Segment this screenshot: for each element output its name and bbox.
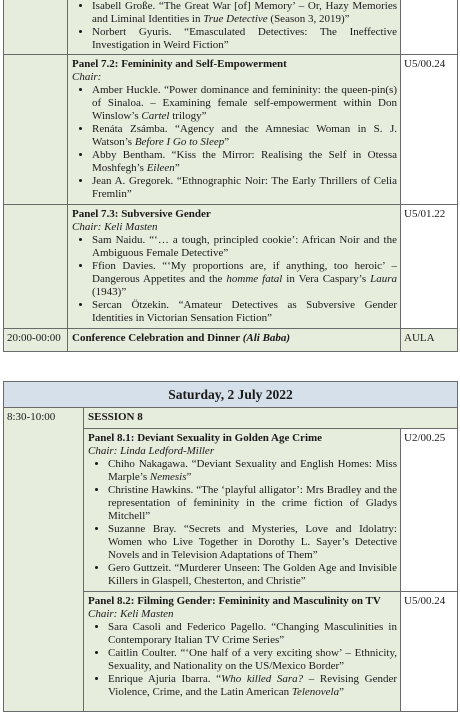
list-item: • Abby Bentham. “Kiss the Mirror: Realising the Self in Otessa Moshfegh’s Eileen” [92, 149, 397, 175]
room-label: U5/00.24 [404, 595, 446, 607]
list-item: • Sara Casoli and Federico Pagello. “Changing Masculinities in Contemporary Italian TV Crime Series” [108, 621, 397, 647]
room-label: U5/00.24 [404, 58, 446, 70]
paper-list [88, 621, 397, 699]
panel-title: Panel 7.2: Femininity and Self-Empowerment [72, 58, 287, 70]
event-venue: (Ali Baba) [242, 332, 291, 344]
schedule-table-saturday [3, 381, 458, 712]
room-label: AULA [404, 332, 435, 344]
panel-title: Panel 7.3: Subversive Gender [72, 208, 211, 220]
panel-chair: Chair: Linda Ledford-Miller [88, 445, 215, 457]
list-item: • Enrique Ajuria Ibarra. “Who killed Sara? – Revising Gender Violence, Crime, and the Latin American Telenovela” [108, 673, 397, 699]
list-item: • Chiho Nakagawa. “Deviant Sexuality and English Homes: Miss Marple’s Nemesis” [108, 458, 397, 484]
schedule-table-top [3, 0, 458, 352]
list-item: • Christine Hawkins. “The ‘playful alligator’: Mrs Bradley and the representation of femininity in the crime fiction of Gladys Mitchell” [108, 484, 397, 523]
panel-title: Panel 8.1: Deviant Sexuality in Golden Age Crime [88, 432, 323, 444]
table-row [4, 55, 458, 205]
list-item: • Sam Naidu. “‘… a tough, principled cookie’: African Noir and the Ambiguous Female Detective” [92, 234, 397, 260]
list-item: • Isabell Große. “The Great War [of] Memory’ – Or, Hazy Memories and Liminal Identities in True Detective (Season 3, 2019)” [92, 0, 397, 26]
list-item: • Gero Guttzeit. “Murderer Unseen: The Golden Age and Invisible Killers in Glaspell, Chesterton, and Christie” [108, 562, 397, 588]
time-cell [4, 55, 68, 205]
list-item: • Amber Huckle. “Power dominance and femininity: the queen-pin(s) of Sinaloa. – Examining female self-empowerment within Don Winslow’s Cartel trilogy” [92, 84, 397, 123]
table-row [4, 329, 458, 352]
time-cell [4, 205, 68, 329]
list-item: • Norbert Gyuris. “Emasculated Detectives: The Ineffective Investigation in Weird Fiction” [92, 26, 397, 52]
paper-list [88, 458, 397, 588]
time-label: 8:30-10:00 [7, 411, 56, 423]
panel-8-2 [84, 592, 401, 712]
day-header: Saturday, 2 July 2022 [4, 382, 458, 408]
list-item: • Caitlin Coulter. “‘One half of a very exciting show’ – Ethnicity, Sexuality, and Nationality on the US/Mexico Border” [108, 647, 397, 673]
table-row [4, 205, 458, 329]
panel-7-3 [68, 205, 401, 329]
event-title: Conference Celebration and Dinner [72, 332, 243, 344]
list-item: • Sercan Ötzekin. “Amateur Detectives as Subversive Gender Identities in Victorian Sensation Fiction” [92, 299, 397, 325]
room-label: U2/00.25 [404, 432, 446, 444]
panel-chair: Chair: [72, 71, 102, 83]
list-item: • Renáta Zsámba. “Agency and the Amnesiac Woman in S. J. Watson’s Before I Go to Sleep” [92, 123, 397, 149]
paper-list [72, 234, 397, 325]
table-row [4, 382, 458, 408]
table-row [4, 408, 458, 429]
panel-title: Panel 8.2: Filming Gender: Femininity and Masculinity on TV [88, 595, 381, 607]
table-row [4, 0, 458, 55]
panel-chair: Chair: Keli Masten [88, 608, 174, 620]
panel-7-2 [68, 55, 401, 205]
panel-chair: Chair: Keli Masten [72, 221, 158, 233]
list-item: • Jean A. Gregorek. “Ethnographic Noir: The Early Thrillers of Celia Fremlin” [92, 175, 397, 201]
time-label: 20:00-00:00 [7, 332, 61, 344]
list-item: • Ffion Davies. “‘My proportions are, if anything, too heroic’ – Dangerous Appetites and the homme fatal in Vera Caspary’s Laura (1943)” [92, 260, 397, 299]
paper-list [72, 84, 397, 201]
session-label: SESSION 8 [88, 411, 143, 423]
panel-8-1 [84, 429, 401, 592]
list-item: • Suzanne Bray. “Secrets and Mysteries, Love and Idolatry: Women who Live Together in Dorothy L. Sayer’s Detective Novels and in Television Adaptations of Them” [108, 523, 397, 562]
paper-list [72, 0, 397, 52]
room-label: U5/01.22 [404, 208, 446, 220]
time-cell [4, 0, 68, 55]
